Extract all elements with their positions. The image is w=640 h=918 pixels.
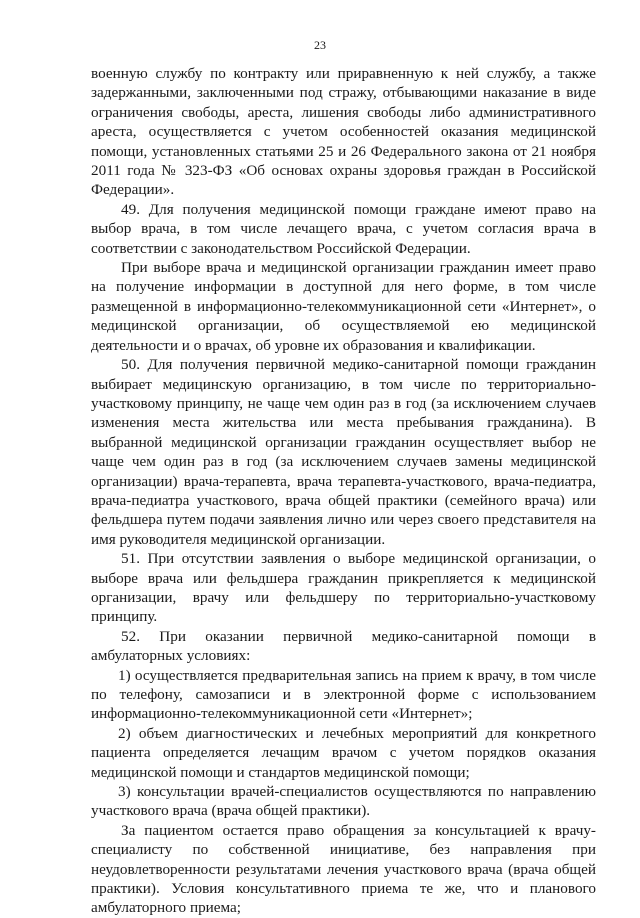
page-number: 23: [314, 38, 326, 52]
paragraph-continuation: военную службу по контракту или приравненную к ней службу, а также задержанными, заключенными под стражу, отбывающими наказание в виде ограничения свободы, ареста, лишения свободы либо административного ареста, осуществляется с учетом особенностей оказания медицинской помощи, установленных статьями 25 и 26 Федерального закона от 21 ноября 2011 года № 323-ФЗ «Об основах охраны здоровья граждан в Российской Федерации».: [91, 65, 596, 199]
paragraph-52-item-3: 3) консультации врачей-специалистов осуществляются по направлению участкового врача (врача общей практики).: [91, 783, 596, 820]
paragraph-49: 49. Для получения медицинской помощи граждане имеют право на выбор врача, в том числе лечащего врача, с учетом согласия врача в соответствии с законодательством Российской Федерации.: [91, 200, 596, 257]
paragraph-51: 51. При отсутствии заявления о выборе медицинской организации, о выборе врача или фельдшера гражданин прикрепляется к медицинской организации, врачу или фельдшеру по территориально-участковому принципу.: [91, 550, 596, 626]
paragraph-52-item-1: 1) осуществляется предварительная запись на прием к врачу, в том числе по телефону, самозаписи и в электронной форме с использованием информационно-телекоммуникационной сети «Интернет»;: [91, 666, 596, 723]
document-body: [91, 64, 596, 918]
paragraph-specialist-consultation: За пациентом остается право обращения за консультацией к врачу-специалисту по собственной инициативе, без направления при неудовлетворенности результатами лечения участкового врача (врача общей практики). Условия консультативного приема те же, что и планового амбулаторного приема;: [91, 821, 596, 917]
paragraph-choice-info: При выборе врача и медицинской организации гражданин имеет право на получение информации в доступной для него форме, в том числе размещенной в информационно-телекоммуникационной сети «Интернет», о медицинской организации, об осуществляемой ею медицинской деятельности и о врачах, об уровне их образования и квалификации.: [91, 259, 596, 354]
paragraph-52-item-2: 2) объем диагностических и лечебных мероприятий для конкретного пациента определяется лечащим врачом с учетом порядков оказания медицинской помощи и стандартов медицинской помощи;: [91, 724, 596, 781]
paragraph-52: 52. При оказании первичной медико-санитарной помощи в амбулаторных условиях:: [91, 627, 596, 665]
paragraph-50: 50. Для получения первичной медико-санитарной помощи гражданин выбирает медицинскую организацию, в том числе по территориально-участковому принципу, не чаще чем один раз в год (за исключением случаев изменения места жительства или места пребывания гражданина). В выбранной медицинской организации гражданин осуществляет выбор не чаще чем один раз в год (за исключением случаев замены медицинской организации) врача-терапевта, врача терапевта-участкового, врача-педиатра, врача-педиатра участкового, врача общей практики (семейного врача) или фельдшера путем подачи заявления лично или через своего представителя на имя руководителя медицинской организации.: [91, 356, 596, 548]
